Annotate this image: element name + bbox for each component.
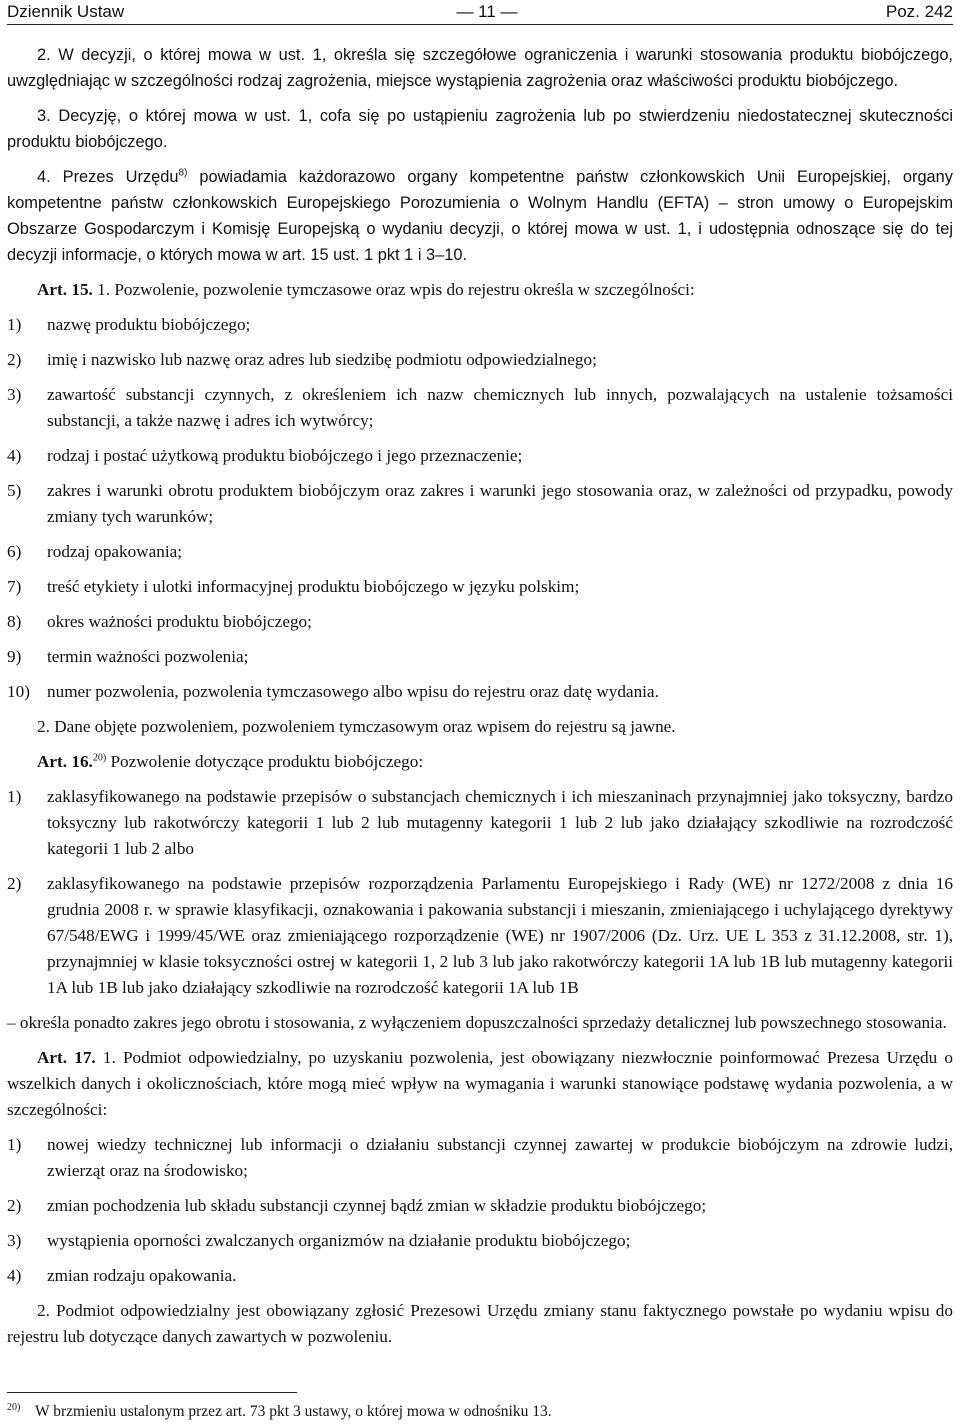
list-item-number: 2) [7, 1196, 22, 1215]
list-item [7, 347, 953, 373]
list-item-text: wystąpienia oporności zwalczanych organizmów na działanie produktu biobójczego; [47, 1231, 631, 1250]
list-item [7, 382, 953, 434]
list-item [7, 443, 953, 469]
art16-list [7, 784, 953, 1001]
list-item [7, 539, 953, 565]
list-item-text: zawartość substancji czynnych, z określeniem ich nazw chemicznych lub innych, pozwalających na ustalenie tożsamości substancji, a także nazwę i adres ich wytwórcy; [47, 385, 953, 430]
list-item [7, 644, 953, 670]
art15-list [7, 312, 953, 705]
list-item-text: zmian rodzaju opakowania. [47, 1266, 237, 1285]
list-item [7, 679, 953, 705]
list-item-number: 1) [7, 1135, 22, 1154]
list-item-number: 3) [7, 1231, 22, 1250]
paragraph-2: 2. W decyzji, o której mowa w ust. 1, określa się szczegółowe ograniczenia i warunki stosowania produktu biobójczego, uwzględniając w szczególności rodzaj zagrożenia, miejsce wystąpienia zagrożenia oraz właściwości produktu biobójczego. [7, 46, 953, 90]
list-item [7, 1132, 953, 1184]
paragraph-4-start: 4. Prezes Urzędu [37, 168, 179, 186]
art16-intro [7, 749, 953, 775]
list-item [7, 478, 953, 530]
list-item [7, 574, 953, 600]
paragraph-3: 3. Decyzję, o której mowa w ust. 1, cofa się po ustąpieniu zagrożenia lub po stwierdzeniu niedostatecznej skuteczności produktu biobójczego. [7, 107, 953, 151]
footnote-rule [7, 1392, 297, 1393]
list-item-text: rodzaj i postać użytkową produktu biobójczego i jego przeznaczenie; [47, 446, 523, 465]
list-item-number: 1) [7, 787, 22, 806]
footnote-text: W brzmieniu ustalonym przez art. 73 pkt 3 ustawy, o której mowa w odnośniku 13. [35, 1403, 552, 1420]
list-item-text: zakres i warunki obrotu produktem biobójczym oraz zakres i warunki jego stosowania oraz, w zależności od przypadku, powody zmiany tych warunków; [47, 481, 953, 526]
journal-title: Dziennik Ustaw [7, 2, 125, 21]
art16-label: Art. 16. [37, 752, 93, 771]
art17-paragraph-2: 2. Podmiot odpowiedzialny jest obowiązany zgłosić Prezesowi Urzędu zmiany stanu faktycznego powstałe po wydaniu wpisu do rejestru lub dotyczące danych zawartych w pozwoleniu. [7, 1301, 953, 1346]
list-item-text: imię i nazwisko lub nazwę oraz adres lub siedzibę podmiotu odpowiedzialnego; [47, 350, 597, 369]
list-item-text: zmian pochodzenia lub składu substancji czynnej bądź zmian w składzie produktu biobójczego; [47, 1196, 707, 1215]
list-item-number: 2) [7, 874, 22, 893]
list-item-text: zaklasyfikowanego na podstawie przepisów rozporządzenia Parlamentu Europejskiego i Rady (WE) nr 1272/2008 z dnia 16 grudnia 2008 r. w sprawie klasyfikacji, oznakowania i pakowania substancji i mieszanin, zmieniającego i uchylającego dyrektywy 67/548/EWG i 1999/45/WE oraz zmieniającego rozporządzenie (WE) nr 1907/2006 (Dz. Urz. UE L 353 z 31.12.2008, str. 1), przynajmniej w klasie toksyczności ostrej w kategorii 1, 2 lub 3 lub jako rakotwórczy kategorii 1A lub 1B lub mutagenny kategorii 1A lub 1B lub jako działający szkodliwie na rozrodczość kategorii 1A lub 1B [47, 874, 953, 997]
header-rule [7, 24, 953, 25]
paragraph-4 [7, 164, 953, 268]
list-item [7, 784, 953, 862]
list-item-text: okres ważności produktu biobójczego; [47, 612, 312, 631]
list-item-number: 3) [7, 385, 22, 404]
list-item [7, 609, 953, 635]
art15-intro-text: 1. Pozwolenie, pozwolenie tymczasowe oraz wpis do rejestru określa w szczególności: [92, 280, 695, 299]
list-item [7, 312, 953, 338]
page-number: — 11 — [456, 2, 518, 21]
list-item-number: 7) [7, 577, 22, 596]
list-item-text: nazwę produktu biobójczego; [47, 315, 251, 334]
list-item-number: 9) [7, 647, 22, 666]
art17-intro [7, 1045, 953, 1123]
list-item-number: 6) [7, 542, 22, 561]
list-item-number: 2) [7, 350, 22, 369]
art17-intro-text: 1. Podmiot odpowiedzialny, po uzyskaniu pozwolenia, jest obowiązany niezwłocznie poinformować Prezesa Urzędu o wszelkich danych i okolicznościach, które mogą mieć wpływ na wymagania i warunki stanowiące podstawę wydania pozwolenia, a w szczególności: [7, 1048, 953, 1119]
footnote-ref-8: 8) [178, 167, 188, 179]
list-item-text: nowej wiedzy technicznej lub informacji o działaniu substancji czynnej zawartej w produkcie biobójczym na zdrowie ludzi, zwierząt oraz na środowisko; [47, 1135, 953, 1180]
footnote-ref-20: 20) [92, 752, 107, 764]
art15-paragraph-2: 2. Dane objęte pozwoleniem, pozwoleniem tymczasowym oraz wpisem do rejestru są jawne. [37, 717, 676, 736]
document-page [7, 0, 953, 1350]
list-item-number: 8) [7, 612, 22, 631]
list-item [7, 1263, 953, 1289]
list-item-number: 1) [7, 315, 22, 334]
list-item-number: 4) [7, 446, 22, 465]
list-item [7, 871, 953, 1001]
paragraph-4-rest: powiadamia każdorazowo organy kompetentne państw członkowskich Unii Europejskiej, organy kompetentne państw członkowskich Europejskiego Porozumienia o Wolnym Handlu (EFTA) – stron umowy o Europejskim Obszarze Gospodarczym i Komisję Europejską o wydaniu decyzji, o której mowa w ust. 1, i udostępnia odnoszące się do tej decyzji informacje, o których mowa w art. 15 ust. 1 pkt 1 i 3–10. [7, 168, 953, 264]
list-item-number: 10) [7, 682, 30, 701]
list-item-number: 4) [7, 1266, 22, 1285]
list-item-text: treść etykiety i ulotki informacyjnej produktu biobójczego w języku polskim; [47, 577, 580, 596]
footnote: $^{20)}$ W brzmieniu ustalonym przez art. 73 pkt 3 ustawy, o której mowa w odnośniku 13. [7, 1401, 552, 1420]
art15-intro [7, 277, 953, 303]
list-item-text: numer pozwolenia, pozwolenia tymczasowego albo wpisu do rejestru oraz datę wydania. [47, 682, 659, 701]
list-item [7, 1193, 953, 1219]
list-item [7, 1228, 953, 1254]
page-header [7, 2, 953, 26]
list-item-text: termin ważności pozwolenia; [47, 647, 249, 666]
list-item-number: 5) [7, 481, 22, 500]
art15-label: Art. 15. [37, 280, 93, 299]
art17-label: Art. 17. [37, 1048, 96, 1067]
list-item-text: zaklasyfikowanego na podstawie przepisów o substancjach chemicznych i ich mieszaninach przynajmniej jako toksyczny, bardzo toksyczny lub rakotwórczy kategorii 1 lub 2 lub mutagenny kategorii 1 lub 2 lub jako działający szkodliwie na rozrodczość kategorii 1 lub 2 albo [47, 787, 953, 858]
art17-list [7, 1132, 953, 1289]
position-number: Poz. 242 [885, 2, 953, 21]
list-item-text: rodzaj opakowania; [47, 542, 183, 561]
art16-outro: – określa ponadto zakres jego obrotu i stosowania, z wyłączeniem dopuszczalności sprzedaży detalicznej lub powszechnego stosowania. [7, 1013, 947, 1032]
art16-intro-text: Pozwolenie dotyczące produktu biobójczego: [106, 752, 424, 771]
